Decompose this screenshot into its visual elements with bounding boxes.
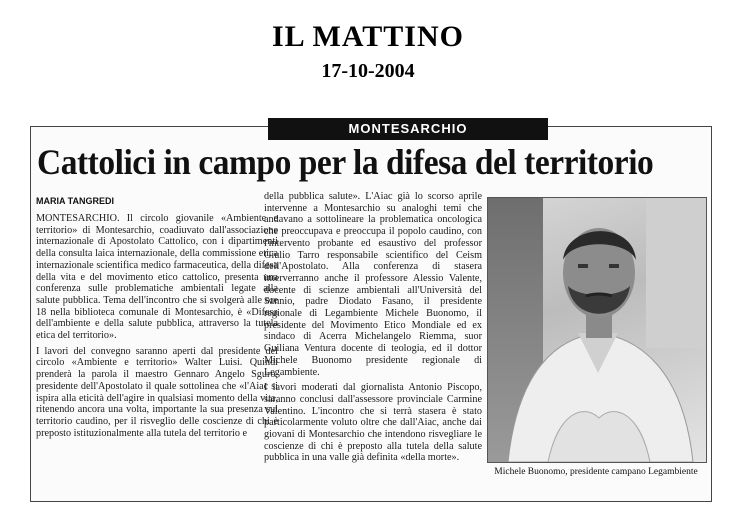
section-label: MONTESARCHIO <box>268 118 548 140</box>
paragraph: I lavori moderati dal giornalista Antonio Piscopo, saranno conclusi dall'assessore provinciale Carmine Valentino. L'incontro che si terrà stasera è stato particolarmente voluto oltre che dall'Aiac, anche dai giovani di Montesarchio che intendono risvegliare le coscienze di chi è preposto alla tutela della salute pubblica in una valle già definita «della morte». <box>264 382 482 464</box>
paragraph: MONTESARCHIO. Il circolo giovanile «Ambiente e territorio» di Montesarchio, coadiuvato dall'associazione internazionale di Apostolato Cattolico, con i dipartimenti della consulta laica internazionale, della commissione etica internazionale scientifica medico farmaceutica, della difesa della vita e del movimento etico cattolico, presenta una conferenza sulle problematiche ambientali legate alla salute pubblica. Tema dell'incontro che si svolgerà alle ore 18 nella biblioteca comunale di Montesarchio, è «Difesa dell'ambiente e della salute pubblica, attraverso la tutela etica del territorio». <box>36 213 278 342</box>
man-portrait-illustration <box>488 198 706 462</box>
newspaper-name: IL MATTINO <box>272 20 464 53</box>
publication-date: 17-10-2004 <box>321 60 415 82</box>
paragraph: I lavori del convegno saranno aperti dal presidente del circolo «Ambiente e territorio» Walter Luisi. Quindi prenderà la parola il maestro Gennaro Angelo Sguro, presidente dell'Apostolato il quale sottolinea che «l'Aiac si ispira alla eticità dell'agire in qualsiasi momento della vita, ritenendo ancora una volta, importante la sua presenza sul territorio caudino, per il risveglio delle coscienze di chi è preposto istituzionalmente alla tutela del territorio e <box>36 345 278 439</box>
paragraph: della pubblica salute». L'Aiac già lo scorso aprile intervenne a Montesarchio su analoghi temi che andavano a sottolineare la problematica oncologica che preoccupava e preoccupa il popolo caudino, con l'intervento probante ed esaustivo del professor Giulio Tarro responsabile scientifico del Ceism dell'Apostolato. Alla conferenza di stasera interverranno anche il professore Alessio Valente, docente di scienze ambientali all'Università del Sannio, padre Diodato Fasano, il presidente regionale di Legambiente Michele Buonomo, il presidente del Movimento Etico Mondiale ed ex sindaco di Acerra Michelangelo Riemma, suor Guiliana Ventura docente di teologia, ed il dottor Michele Buonomo presidente regionale di Legambiente. <box>264 191 482 378</box>
article-column-1 <box>36 213 278 439</box>
article-column-2 <box>264 191 482 464</box>
headline: Cattolici in campo per la difesa del territorio <box>37 142 654 182</box>
portrait-photo <box>487 197 707 463</box>
photo-caption: Michele Buonomo, presidente campano Legambiente <box>494 467 698 477</box>
article-clipping <box>30 121 712 502</box>
byline: MARIA TANGREDI <box>36 196 114 206</box>
